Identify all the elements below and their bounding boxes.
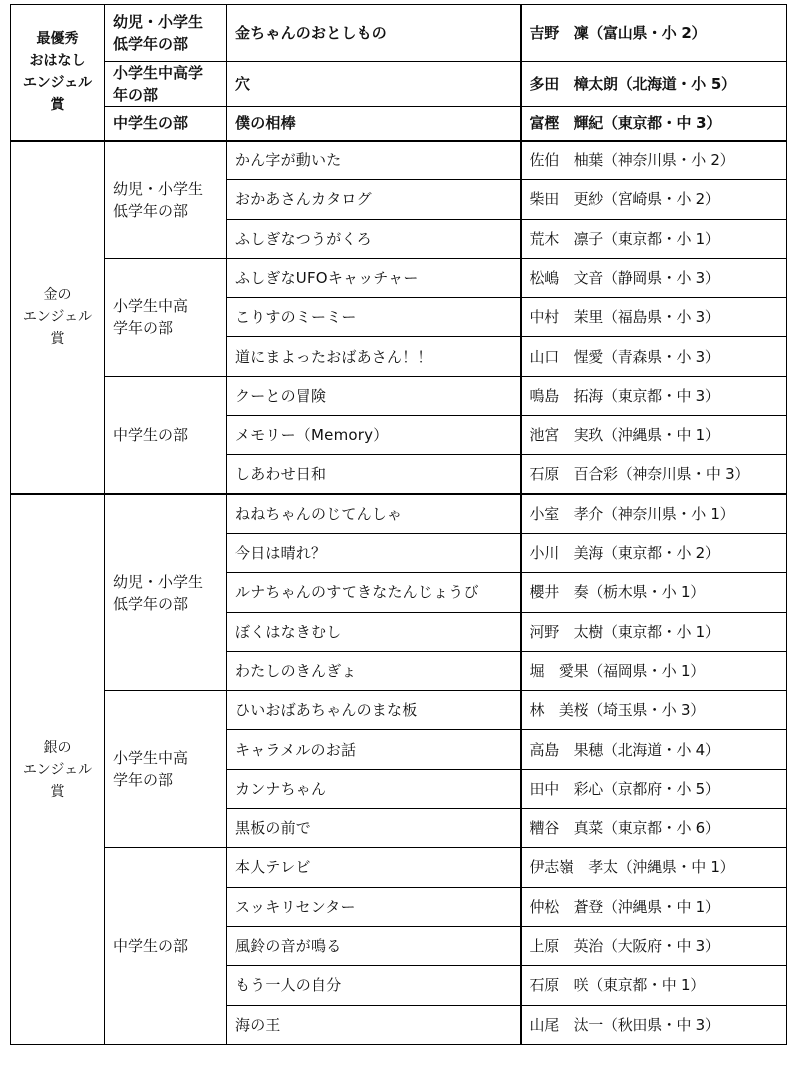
- work-title: スッキリセンター: [227, 887, 521, 926]
- author-name: 池宮 実玖（沖縄県・中 1）: [521, 416, 787, 455]
- work-title: ひいおばあちゃんのまな板: [227, 691, 521, 730]
- author-name: 櫻井 奏（栃木県・小 1）: [521, 573, 787, 612]
- work-title: メモリー（Memory）: [227, 416, 521, 455]
- work-title: もう一人の自分: [227, 966, 521, 1005]
- author-name: 富樫 輝紀（東京都・中 3）: [521, 107, 787, 141]
- author-name: 糟谷 真菜（東京都・小 6）: [521, 809, 787, 848]
- table-row: [11, 62, 787, 107]
- table-row: [11, 494, 787, 533]
- table-row: [11, 691, 787, 730]
- author-name: 吉野 凜（富山県・小 2）: [521, 5, 787, 62]
- author-name: 田中 彩心（京都府・小 5）: [521, 769, 787, 808]
- award-category-label: 銀の エンジェル 賞: [11, 494, 105, 1044]
- table-row: [11, 258, 787, 297]
- division-label: 幼児・小学生 低学年の部: [105, 141, 227, 259]
- author-name: 佐伯 柚葉（神奈川県・小 2）: [521, 141, 787, 180]
- division-label: 幼児・小学生 低学年の部: [105, 5, 227, 62]
- author-name: 仲松 蒼登（沖縄県・中 1）: [521, 887, 787, 926]
- division-label: 中学生の部: [105, 848, 227, 1044]
- work-title: おかあさんカタログ: [227, 180, 521, 219]
- work-title: ふしぎなつうがくろ: [227, 219, 521, 258]
- author-name: 河野 太樹（東京都・小 1）: [521, 612, 787, 651]
- division-label: 小学生中高 学年の部: [105, 258, 227, 376]
- work-title: 道にまよったおばあさん！！: [227, 337, 521, 376]
- work-title: 僕の相棒: [227, 107, 521, 141]
- work-title: わたしのきんぎょ: [227, 651, 521, 690]
- work-title: 風鈴の音が鳴る: [227, 926, 521, 965]
- author-name: 高島 果穂（北海道・小 4）: [521, 730, 787, 769]
- work-title: こりすのミーミー: [227, 298, 521, 337]
- work-title: ぼくはなきむし: [227, 612, 521, 651]
- award-category-label: 最優秀 おはなし エンジェル 賞: [11, 5, 105, 141]
- author-name: 柴田 更紗（宮崎県・小 2）: [521, 180, 787, 219]
- division-label: 幼児・小学生 低学年の部: [105, 494, 227, 690]
- division-label: 小学生中高 学年の部: [105, 691, 227, 848]
- work-title: ルナちゃんのすてきなたんじょうび: [227, 573, 521, 612]
- work-title: 金ちゃんのおとしもの: [227, 5, 521, 62]
- work-title: 黒板の前で: [227, 809, 521, 848]
- author-name: 山尾 汰一（秋田県・中 3）: [521, 1005, 787, 1044]
- table-row: [11, 848, 787, 887]
- author-name: 小室 孝介（神奈川県・小 1）: [521, 494, 787, 533]
- author-name: 小川 美海（東京都・小 2）: [521, 533, 787, 572]
- work-title: クーとの冒険: [227, 376, 521, 415]
- author-name: 伊志嶺 孝太（沖縄県・中 1）: [521, 848, 787, 887]
- author-name: 林 美桜（埼玉県・小 3）: [521, 691, 787, 730]
- table-row: [11, 5, 787, 62]
- work-title: ねねちゃんのじてんしゃ: [227, 494, 521, 533]
- work-title: キャラメルのお話: [227, 730, 521, 769]
- work-title: 海の王: [227, 1005, 521, 1044]
- work-title: 本人テレビ: [227, 848, 521, 887]
- table-row: [11, 376, 787, 415]
- division-label: 中学生の部: [105, 376, 227, 494]
- work-title: カンナちゃん: [227, 769, 521, 808]
- author-name: 鳴島 拓海（東京都・中 3）: [521, 376, 787, 415]
- author-name: 多田 樟太朗（北海道・小 5）: [521, 62, 787, 107]
- award-results-table: [10, 4, 787, 1045]
- work-title: かん字が動いた: [227, 141, 521, 180]
- table-row: [11, 141, 787, 180]
- author-name: 石原 咲（東京都・中 1）: [521, 966, 787, 1005]
- table-row: [11, 107, 787, 141]
- division-label: 小学生中高学 年の部: [105, 62, 227, 107]
- author-name: 堀 愛果（福岡県・小 1）: [521, 651, 787, 690]
- work-title: しあわせ日和: [227, 455, 521, 494]
- work-title: 穴: [227, 62, 521, 107]
- work-title: 今日は晴れ？: [227, 533, 521, 572]
- work-title: ふしぎなUFOキャッチャー: [227, 258, 521, 297]
- division-label: 中学生の部: [105, 107, 227, 141]
- author-name: 中村 茉里（福島県・小 3）: [521, 298, 787, 337]
- author-name: 山口 惺愛（青森県・小 3）: [521, 337, 787, 376]
- author-name: 石原 百合彩（神奈川県・中 3）: [521, 455, 787, 494]
- author-name: 松嶋 文音（静岡県・小 3）: [521, 258, 787, 297]
- award-category-label: 金の エンジェル 賞: [11, 141, 105, 495]
- author-name: 上原 英治（大阪府・中 3）: [521, 926, 787, 965]
- author-name: 荒木 凛子（東京都・小 1）: [521, 219, 787, 258]
